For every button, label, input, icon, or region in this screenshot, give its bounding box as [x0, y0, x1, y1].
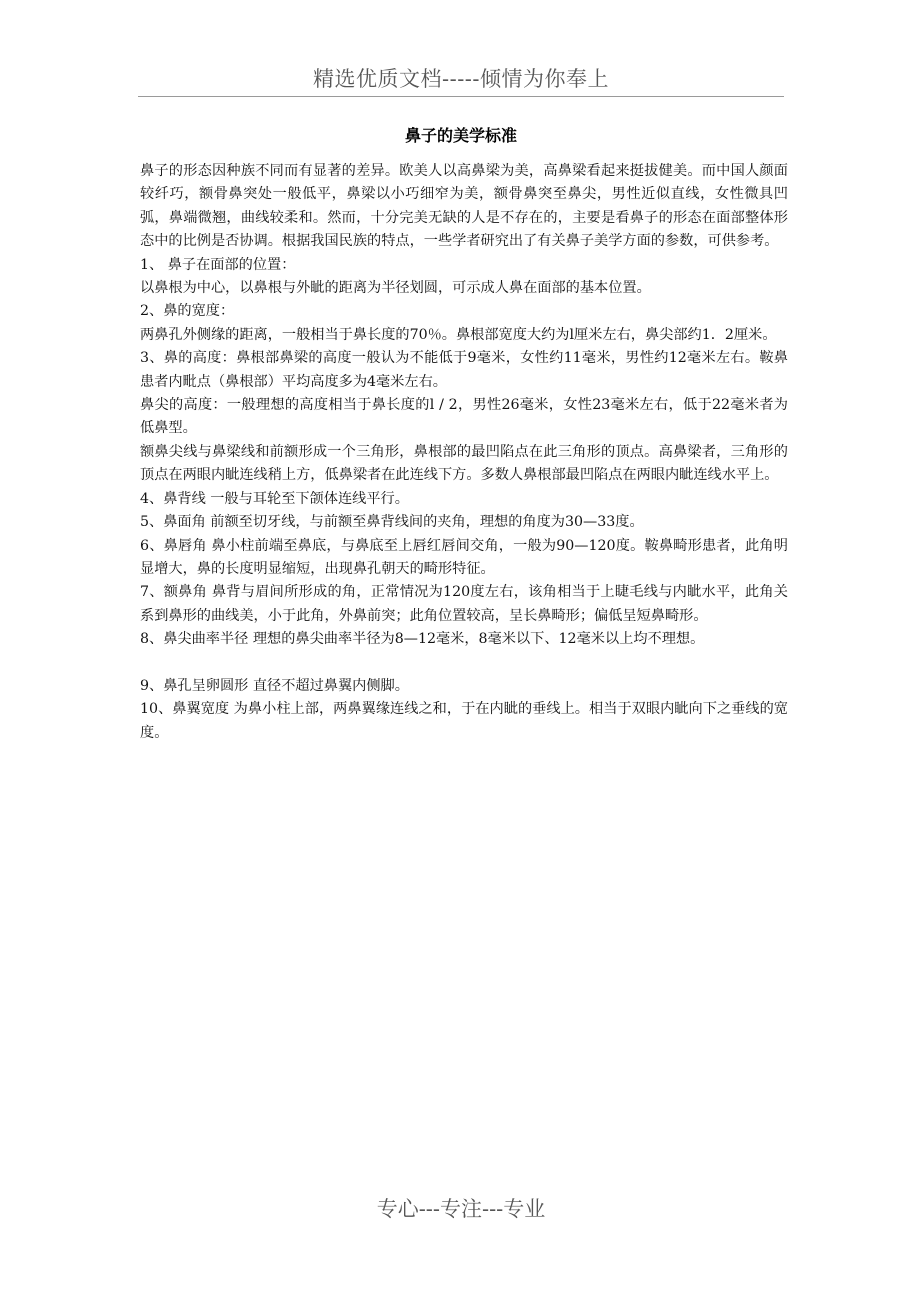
section-3-text: 3、鼻的高度：鼻根部鼻梁的高度一般认为不能低于9毫米，女性约11毫米，男性约12毫米左右。鞍鼻患者内毗点（鼻根部）平均高度多为4毫米左右。 — [140, 350, 788, 390]
nose-tip-height-text: 鼻尖的高度：一般理想的高度相当于鼻长度的l / 2，男性26毫米，女性23毫米左右，低于22毫米者为低鼻型。 — [140, 397, 788, 437]
section-1-text: 以鼻根为中心，以鼻根与外眦的距离为半径划圆，可示成人鼻在面部的基本位置。 — [140, 280, 651, 297]
section-5-text: 5、鼻面角 前额至切牙线，与前额至鼻背线间的夹角，理想的角度为30—33度。 — [140, 514, 644, 531]
document-title: 鼻子的美学标准 — [404, 126, 517, 145]
page-header: 精选优质文档-----倾情为你奉上 — [313, 67, 609, 91]
section-9-text: 9、鼻孔呈卵圆形 直径不超过鼻翼内侧脚。 — [140, 677, 409, 694]
section-4-text: 4、鼻背线 一般与耳轮至下颌体连线平行。 — [140, 490, 409, 507]
triangle-text: 额鼻尖线与鼻梁线和前额形成一个三角形，鼻根部的最凹陷点在此三角形的顶点。高鼻梁者，三角形的顶点在两眼内眦连线稍上方，低鼻梁者在此连线下方。多数人鼻根部最凹陷点在两眼内眦连线水平上。 — [140, 443, 788, 484]
section-1-heading: 1、 鼻子在面部的位置： — [140, 256, 296, 273]
section-2-heading: 2、鼻的宽度： — [140, 303, 235, 320]
document-body — [140, 160, 788, 745]
section-2-text: 两鼻孔外侧缘的距离，一般相当于鼻长度的70％。鼻根部宽度大约为l厘米左右，鼻尖部约1．2厘米。 — [140, 326, 777, 343]
section-8-text: 8、鼻尖曲率半径 理想的鼻尖曲率半径为8—12毫米，8毫米以下、12毫米以上均不理想。 — [140, 631, 705, 648]
header-divider — [138, 96, 784, 97]
section-6-text: 6、鼻唇角 鼻小柱前端至鼻底，与鼻底至上唇红唇间交角，一般为90—120度。鞍鼻畸形患者，此角明显增大，鼻的长度明显缩短，出现鼻孔朝天的畸形特征。 — [140, 537, 788, 577]
section-7-text: 7、额鼻角 鼻背与眉间所形成的角，正常情况为120度左右，该角相当于上睫毛线与内眦水平，此角关系到鼻形的曲线美，小于此角，外鼻前突；此角位置较高，呈长鼻畸形；偏低呈短鼻畸形。 — [140, 584, 788, 624]
section-10-text: 10、鼻翼宽度 为鼻小柱上部，两鼻翼缘连线之和，于在内眦的垂线上。相当于双眼内眦向下之垂线的宽度。 — [140, 701, 788, 741]
intro-paragraph: 鼻子的形态因种族不同而有显著的差异。欧美人以高鼻梁为美，高鼻梁看起来挺拔健美。而中国人颜面较纤巧，额骨鼻突处一般低平，鼻梁以小巧细窄为美，额骨鼻突至鼻尖，男性近似直线，女性微具凹弧，鼻端微翘，曲线较柔和。然而，十分完美无缺的人是不存在的，主要是看鼻子的形态在面部整体形态中的比例是否协调。根据我国民族的特点，一些学者研究出了有关鼻子美学方面的参数，可供参考。 — [140, 163, 788, 250]
page-footer: 专心---专注---专业 — [376, 1197, 546, 1221]
